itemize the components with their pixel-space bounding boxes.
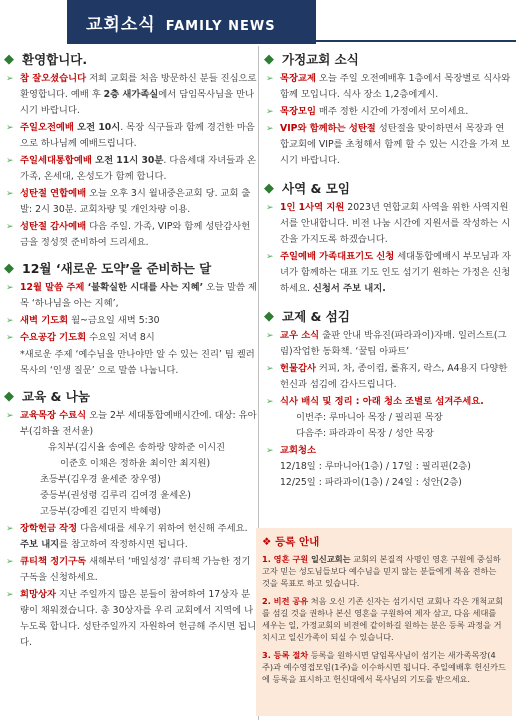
arrow-right-icon: ➢ bbox=[6, 283, 14, 293]
list-item bbox=[0, 71, 258, 119]
section-education-title bbox=[4, 387, 258, 405]
section-fellowship-title bbox=[264, 307, 512, 325]
list-item bbox=[260, 443, 512, 491]
list-item bbox=[260, 249, 512, 297]
arrow-right-icon: ➢ bbox=[6, 590, 14, 600]
notice-text: 교회의 본질적 사명인 영혼 구원에 중심하고자 믿는 성도님들보다 예수님을 믿지 않는 분들에게 복음 전하는 것을 목표로 하고 있습니다. bbox=[262, 554, 501, 588]
item-bold: ‘불확실한 시대를 사는 지혜’ bbox=[84, 282, 204, 293]
arrow-right-icon: ➢ bbox=[6, 333, 14, 343]
arrow-right-icon: ➢ bbox=[6, 524, 14, 534]
item-text: 를 참고하여 작정하시면 됩니다. bbox=[59, 539, 188, 550]
right-column bbox=[260, 50, 512, 492]
list-item bbox=[260, 71, 512, 103]
item-bold: 오전 11시 30분 bbox=[91, 155, 164, 166]
list-item bbox=[0, 219, 258, 251]
notice-paragraph bbox=[262, 595, 506, 643]
roster-line: 중등부(권성령 김루리 김여경 윤세온) bbox=[40, 490, 191, 501]
roster-line: 이준호 이채은 정하윤 최이안 최지원) bbox=[60, 458, 211, 469]
housechurch-list bbox=[260, 71, 512, 169]
item-text: 저희 교회를 처음 방문하신 분들 진심으로 환영합니다. 예배 후 bbox=[20, 73, 257, 100]
registration-notice bbox=[256, 528, 512, 716]
diamond-icon: ◆ bbox=[264, 308, 274, 324]
arrow-right-icon: ➢ bbox=[266, 74, 274, 84]
item-text: 새해부터 ‘매일성경’ 큐티책 가능한 정기구독을 신청하세요. bbox=[20, 556, 251, 583]
roster-line: 초등부(김우경 윤세준 장우영) bbox=[40, 474, 161, 485]
item-keyword: 수요공감 기도회 bbox=[20, 332, 87, 343]
welcome-list bbox=[0, 71, 258, 251]
notice-keyword: 2. 비전 공유 bbox=[262, 596, 309, 606]
december-list bbox=[0, 280, 258, 379]
item-keyword: 헌물감사 bbox=[280, 363, 316, 374]
list-item-note bbox=[0, 347, 258, 379]
item-text: 세대통합예배시 부모님과 자녀가 함께하는 대표 기도 인도 섬기기 원하는 가정은 신청하세요. bbox=[280, 251, 511, 294]
item-keyword: 성탄절 감사예배 bbox=[20, 221, 87, 232]
serve-line: 다음주: 파라과이 목장 / 성안 목장 bbox=[296, 428, 434, 439]
header-rule bbox=[316, 40, 516, 42]
item-keyword: 장학헌금 작정 bbox=[20, 523, 78, 534]
list-item bbox=[0, 186, 258, 218]
list-item bbox=[0, 521, 258, 553]
item-text: 출판 안내 박유진(파라과이)자매. 일러스트(그림)작업한 동화책. ‘꿀팁 아파트’ bbox=[280, 330, 507, 357]
list-item bbox=[0, 120, 258, 152]
item-text: 다음세대를 세우기 위하여 헌신해 주세요. bbox=[77, 523, 248, 534]
list-item bbox=[0, 554, 258, 586]
section-title-text: 교제 & 섬김 bbox=[282, 309, 350, 324]
diamond-icon: ◆ bbox=[264, 180, 274, 196]
notice-paragraph bbox=[262, 553, 506, 589]
item-keyword: 주일오전예배 bbox=[20, 122, 74, 133]
item-bold: 2층 새가족실 bbox=[103, 89, 159, 100]
list-item bbox=[0, 408, 258, 520]
item-bold: 오전 10시 bbox=[73, 122, 121, 133]
item-text: 수요일 저녁 8시 bbox=[86, 332, 155, 343]
item-keyword: 큐티책 정기구독 bbox=[20, 556, 87, 567]
section-title-text: 사역 & 모임 bbox=[282, 181, 350, 196]
serve-line: 이번주: 루마니아 목장 / 필리핀 목장 bbox=[296, 412, 443, 423]
ministry-list bbox=[260, 200, 512, 297]
list-item bbox=[260, 361, 512, 393]
arrow-right-icon: ➢ bbox=[6, 123, 14, 133]
list-item bbox=[0, 280, 258, 312]
item-text: 다음 주일. 가족, VIP와 함께 성탄감사헌금을 정성껏 준비하여 드리세요. bbox=[20, 221, 251, 248]
clean-line: 12/25일 : 파라과이(1층) / 24일 : 성안(2층) bbox=[280, 477, 462, 488]
item-keyword: 1인 1사역 지원 bbox=[280, 202, 345, 213]
diamond-icon: ◆ bbox=[4, 260, 14, 276]
list-item bbox=[0, 313, 258, 329]
list-item bbox=[260, 200, 512, 248]
arrow-right-icon: ➢ bbox=[6, 557, 14, 567]
notice-keyword: 3. 등록 절차 bbox=[262, 650, 309, 660]
item-text: 오늘 오후 3시 월내중은교회 당. 교회 출발: 2시 30분. 교회차량 및 개인차량 이용. bbox=[20, 188, 251, 215]
title-english: FAMILY NEWS bbox=[165, 19, 276, 34]
item-keyword: 교회청소 bbox=[280, 445, 316, 456]
section-title-text: 12월 ‘새로운 도약’을 준비하는 달 bbox=[22, 261, 212, 276]
section-welcome-title bbox=[4, 50, 258, 68]
item-text: 오늘 2부 세대통합예배시간에. 대상: 유아부(김하율 전서윤) bbox=[20, 410, 257, 437]
arrow-right-icon: ➢ bbox=[266, 203, 274, 213]
arrow-right-icon: ➢ bbox=[6, 316, 14, 326]
diamond-icon: ◆ bbox=[4, 51, 14, 67]
section-december-title bbox=[4, 259, 258, 277]
arrow-right-icon: ➢ bbox=[6, 156, 14, 166]
arrow-right-icon: ➢ bbox=[266, 364, 274, 374]
fellowship-list bbox=[260, 328, 512, 491]
notice-title: ❖ 등록 안내 bbox=[262, 536, 320, 548]
item-text: . 다음세대 자녀들과 온가족, 온세대, 온성도가 함께 합니다. bbox=[20, 155, 257, 182]
item-text: 오늘 말씀 제목 ‘하나님을 아는 지혜’, bbox=[20, 282, 257, 309]
item-text: 2023년 연합교회 사역을 위한 사역지원서를 안내합니다. 비전 나눔 시간에 지원서를 작성하는 시간을 가지도록 하겠습니다. bbox=[280, 202, 511, 245]
arrow-right-icon: ➢ bbox=[266, 397, 274, 407]
section-title-text: 가정교회 소식 bbox=[282, 52, 359, 67]
section-title-text: 교육 & 나눔 bbox=[22, 389, 90, 404]
section-ministry-title bbox=[264, 179, 512, 197]
diamond-icon: ◆ bbox=[4, 388, 14, 404]
list-item bbox=[260, 394, 512, 442]
arrow-right-icon: ➢ bbox=[266, 446, 274, 456]
list-item bbox=[0, 587, 258, 651]
item-text: *새로운 주제 ‘예수님을 만나야만 알 수 있는 진리’ 팀 켈러 목사의 ‘인생 질문’ 으로 말씀 나눕니다. bbox=[20, 349, 255, 376]
arrow-right-icon: ➢ bbox=[6, 411, 14, 421]
item-text: 에서 담임목사님을 만나시기 바랍니다. bbox=[20, 89, 255, 116]
item-text: . 목장 식구들과 함께 경건한 마음으로 하나님께 예배드립니다. bbox=[20, 122, 255, 149]
item-text: 성탄절을 맞이하면서 목장과 연합교회에 VIP를 초청해서 함께 할 수 있는 시간을 가져 보시기 바랍니다. bbox=[280, 123, 510, 166]
item-keyword: 참 잘오셨습니다 bbox=[20, 73, 87, 84]
item-keyword: 주일세대통합예배 bbox=[20, 155, 92, 166]
arrow-right-icon: ➢ bbox=[6, 222, 14, 232]
item-bold: 신청서 주보 내지. bbox=[312, 283, 386, 294]
education-list bbox=[0, 408, 258, 651]
list-item bbox=[0, 330, 258, 346]
item-text: 오늘 주일 오전예배후 1층에서 목장별로 식사와 함께 모입니다. 식사 장소 1,2층에게시. bbox=[280, 73, 511, 100]
roster-line: 고등부(강예진 김민지 박혜령) bbox=[40, 506, 161, 517]
item-keyword: 성탄절 연합예배 bbox=[20, 188, 87, 199]
item-keyword: 교우 소식 bbox=[280, 330, 320, 341]
item-keyword: 목장모임 bbox=[280, 106, 316, 117]
arrow-right-icon: ➢ bbox=[266, 252, 274, 262]
list-item bbox=[260, 104, 512, 120]
notice-keyword: 1. 영혼 구원 bbox=[262, 554, 309, 564]
list-item bbox=[0, 153, 258, 185]
item-keyword: 주일예배 가족대표기도 신청 bbox=[280, 251, 395, 262]
title-korean: 교회소식 bbox=[86, 15, 156, 35]
list-item bbox=[260, 121, 512, 169]
notice-text: 처음 오신 기존 신자는 섬기시던 교회나 각은 개척교회를 섬길 것을 권하나 본신 영혼을 구원하여 제자 삼고, 다음 세대를 세우는 일, 가정교회의 비전에 같이하길 원하는 분은 등록 과정을 거치시고 일신가족이 되실 수 있습니다. bbox=[262, 596, 503, 642]
page-title bbox=[86, 10, 276, 35]
item-bold: 주보 내지 bbox=[20, 539, 60, 550]
item-text: 지난 주일까지 많은 분들이 참여하여 17상자 분량이 채워졌습니다. 총 30상자를 우리 교회에서 지역에 나누도록 합니다. 성탄주일까지 자원하여 헌금해 주시면 됩니다. bbox=[20, 589, 257, 648]
item-keyword: VIP와 함께하는 성탄절 bbox=[280, 123, 376, 134]
clean-line: 12/18일 : 루마니아(1층) / 17일 : 필리핀(2층) bbox=[280, 461, 471, 472]
roster-line: 유치부(김시율 송예은 송하랑 양하준 이시진 bbox=[48, 442, 226, 453]
section-housechurch-title bbox=[264, 50, 512, 68]
item-keyword: 새벽 기도회 bbox=[20, 315, 69, 326]
notice-bold: 일신교회는 bbox=[308, 554, 351, 564]
item-keyword: 교육목장 수료식 bbox=[20, 410, 87, 421]
arrow-right-icon: ➢ bbox=[266, 107, 274, 117]
left-column bbox=[0, 50, 258, 652]
arrow-right-icon: ➢ bbox=[266, 331, 274, 341]
item-text: 월~금요일 새벽 5:30 bbox=[68, 315, 160, 326]
diamond-icon: ◆ bbox=[264, 51, 274, 67]
notice-paragraph bbox=[262, 649, 506, 685]
list-item bbox=[260, 328, 512, 360]
arrow-right-icon: ➢ bbox=[6, 189, 14, 199]
arrow-right-icon: ➢ bbox=[266, 124, 274, 134]
item-keyword: 12월 말씀 주제 bbox=[20, 282, 85, 293]
page-header bbox=[0, 0, 516, 44]
arrow-right-icon: ➢ bbox=[6, 74, 14, 84]
item-keyword: 희망상자 bbox=[20, 589, 56, 600]
section-title-text: 환영합니다. bbox=[22, 52, 88, 67]
item-keyword: 목장교제 bbox=[280, 73, 316, 84]
item-keyword: 식사 배식 및 정리 : 아래 청소 조별로 섬겨주세요. bbox=[280, 396, 484, 407]
item-text: 매주 정한 시간에 가정에서 모이세요. bbox=[315, 106, 469, 117]
item-text: 커피, 차, 종이컵, 롤휴지, 락스, A4용지 다양한 헌신과 섬김에 감사드립니다. bbox=[280, 363, 508, 390]
notice-text: 등록을 원하시면 담임목사님이 섬기는 새가족목장(4주)과 예수영접모임(1주)을 이수하시면 됩니다. 주일예배후 헌신카드에 등록을 표시하고 헌신대에서 목사님의 기도를 받으세요. bbox=[262, 650, 506, 684]
